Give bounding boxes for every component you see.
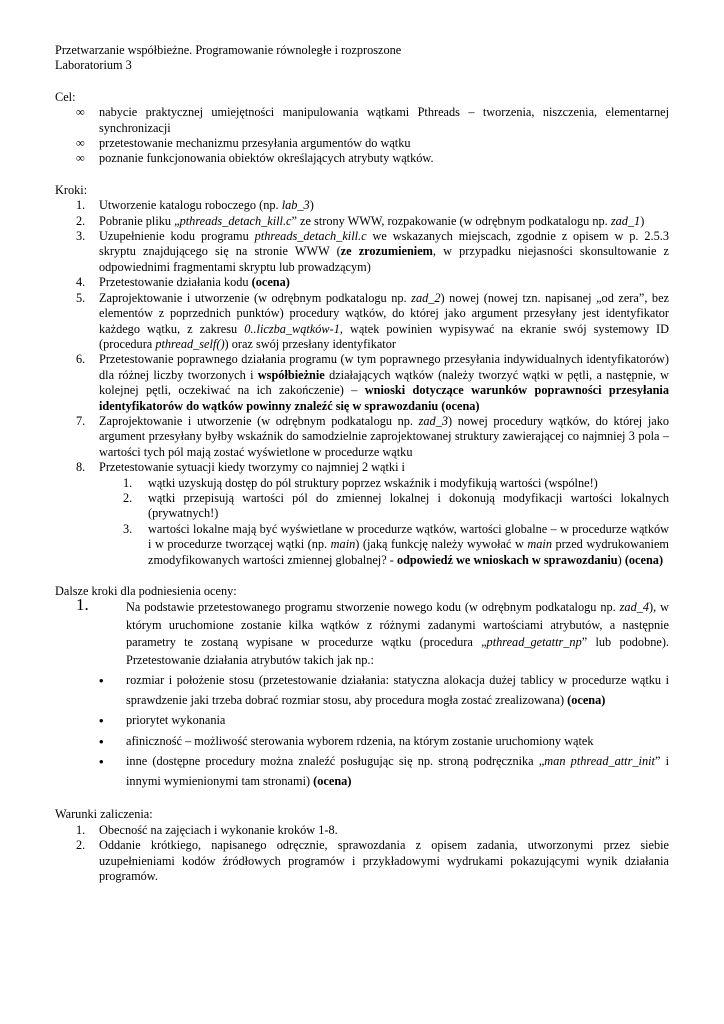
step-item: 1. Utworzenie katalogu roboczego (np. lab_3)	[76, 198, 314, 213]
extra-heading: Dalsze kroki dla podniesienia oceny:	[55, 584, 237, 598]
conditions-list	[55, 823, 669, 885]
lab-number: Laboratorium 3	[55, 58, 132, 73]
extra-list	[55, 595, 670, 669]
conditions-heading: Warunki zaliczenia:	[55, 807, 153, 822]
sub-steps-list	[55, 476, 669, 568]
step-item: 6. Przetestowanie poprawnego działania programu (w tym poprawnego przesyłania indywidualnych identyfikatorów) dla różnej liczby tworzonych i współbieżnie działających wątków (należy tworzyć wątki w pętli, a następnie, w kolejnej pętli, oczekiwać na ich zakończenie) – wnioski dotyczące warunków poprawności przesyłania identyfikatorów do wątków powinny znaleźć się w sprawozdaniu (ocena)	[76, 352, 669, 413]
step-item: 3. Uzupełnienie kodu programu pthreads_detach_kill.c we wskazanych miejscach, zgodnie z opisem w p. 2.5.3 skryptu znajdującego się na stronie WWW (ze zrozumieniem, w przypadku niejasności skonsultowanie z odpowiednimi fragmentami skryptu lub prowadzącym)	[76, 229, 669, 274]
infinity-bullet-icon: ∞	[76, 151, 85, 166]
sub-step-item: 1. wątki uzyskują dostęp do pól struktury poprzez wskaźnik i modyfikują wartości (wspólne!)	[123, 475, 598, 490]
goal-item: ∞ poznanie funkcjonowania obiektów określających atrybuty wątków.	[76, 151, 434, 166]
attribute-bullets	[55, 671, 669, 791]
step-item: 8. Przetestowanie sytuacji kiedy tworzymy co najmniej 2 wątki i	[76, 460, 405, 475]
extra-item: 1. Na podstawie przetestowanego programu stworzenie nowego kodu (w odrębnym podkatalogu np. zad_4), w którym uruchomione zostanie kilka wątków z różnymi zadanymi wartościami atrybutów, a następnie parametry te zostaną wypisane w procedurze wątku (procedura „pthread_getattr_np” lub podobne). Przetestowanie działania atrybutów takich jak np.:	[76, 595, 670, 667]
condition-item: 2. Oddanie krótkiego, napisanego odręcznie, sprawozdania z opisem zadania, utworzonymi przez siebie uzupełnieniami kodów źródłowych programów i przykładowymi wydrukami pokazującymi wynik działania programów.	[76, 838, 669, 884]
condition-item: 1. Obecność na zajęciach i wykonanie kroków 1-8.	[76, 822, 338, 837]
dot-bullet-icon: •	[99, 673, 104, 689]
dot-bullet-icon: •	[99, 754, 104, 770]
step-item: 5. Zaprojektowanie i utworzenie (w odrębnym podkatalogu np. zad_2) nowej (nowej tzn. napisanej „od zera”, bez elementów z poprzednich punktów) procedury wątków, do której jako argument przesyłany jest identyfikator każdego wątku, z zakresu 0..liczba_wątków-1, wątek powinien wypisywać na ekranie swój systemowy ID (procedura pthread_self()) oraz swój przesłany identyfikator	[76, 290, 669, 351]
document-page	[55, 43, 669, 884]
goal-item: ∞ nabycie praktycznej umiejętności manipulowania wątkami Pthreads – tworzenia, niszczenia, elementarnej synchronizacji	[76, 105, 669, 135]
attribute-bullet-item: • priorytet wykonania	[55, 711, 669, 731]
course-title: Przetwarzanie współbieżne. Programowanie równoległe i rozproszone	[55, 43, 402, 57]
infinity-bullet-icon: ∞	[76, 105, 85, 120]
sub-step-item: 3. wartości lokalne mają być wyświetlane w procedurze wątków, wartości globalne – w procedurze wątków i w procedurze tworzącej wątki (np. main) (jaką funkcję należy wywołać w main przed wydrukowaniem zmodyfikowanych wartości zmiennej globalnej? - odpowiedź we wnioskach w sprawozdaniu) (ocena)	[123, 521, 669, 567]
goal-list	[55, 105, 669, 167]
sub-step-item: 2. wątki przepisują wartości pól do zmiennej lokalnej i dokonują modyfikacji wartości lokalnych (prywatnych!)	[123, 490, 669, 521]
step-item: 2. Pobranie pliku „pthreads_detach_kill.c” ze strony WWW, rozpakowanie (w odrębnym podkatalogu np. zad_1)	[76, 213, 645, 228]
infinity-bullet-icon: ∞	[76, 136, 85, 151]
dot-bullet-icon: •	[99, 713, 104, 729]
attribute-bullet-item: • rozmiar i położenie stosu (przetestowanie działania: statyczna alokacja dużej tablicy w procedurze wątku i sprawdzenie jaki trzeba dobrać rozmiar stosu, aby procedura mogła zostać zrealizowana) (ocena)	[99, 673, 669, 707]
dot-bullet-icon: •	[99, 733, 104, 749]
steps-list	[55, 198, 669, 475]
step-item: 4. Przetestowanie działania kodu (ocena)	[76, 275, 290, 290]
step-item: 7. Zaprojektowanie i utworzenie (w odrębnym podkatalogu np. zad_3) nowej procedury wątków, do której jako argument przesyłany byłby wskaźnik do samodzielnie zaprojektowanej struktury zawierającej co najmniej 3 pola – wartości tych pól mają zostać wyświetlone w procedurze wątku	[76, 413, 669, 459]
attribute-bullet-item: • inne (dostępne procedury można znaleźć posługując się np. stroną podręcznika „man pthread_attr_init” i innymi wymienionymi tam stronami) (ocena)	[99, 754, 670, 788]
steps-heading: Kroki:	[55, 182, 88, 197]
goal-item: ∞ przetestowanie mechanizmu przesyłania argumentów do wątku	[76, 136, 411, 151]
goal-heading: Cel:	[55, 89, 76, 104]
attribute-bullet-item: • afiniczność – możliwość sterowania wyborem rdzenia, na którym zostanie uruchomiony wątek	[55, 732, 669, 752]
